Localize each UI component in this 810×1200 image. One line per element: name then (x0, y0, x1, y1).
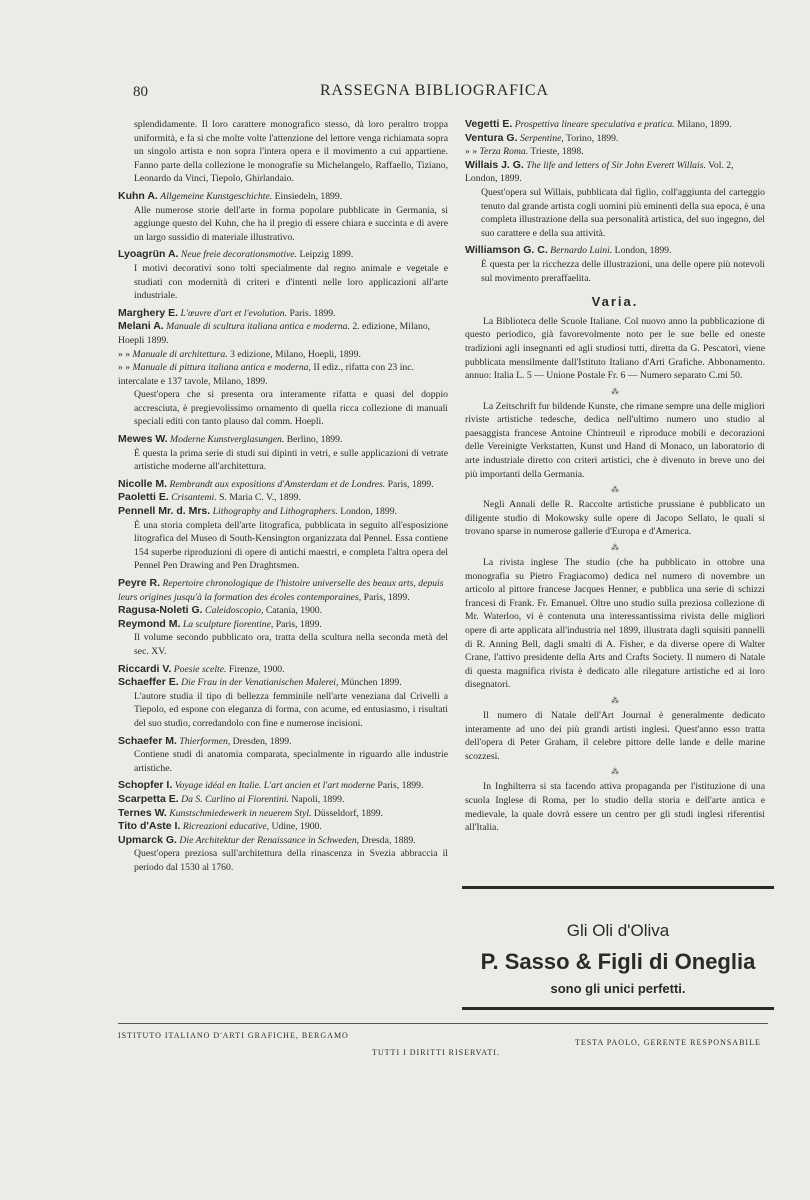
author-name: Nicolle M. (118, 477, 168, 490)
work-title: Die Frau in der Venatianischen Malerei, (181, 677, 339, 689)
asterism-divider: ⁂ (611, 485, 619, 495)
work-title: Da S. Carlino ai Fiorentini. (181, 793, 289, 805)
ditto-mark: » » (465, 146, 480, 158)
bibliography-entry (118, 676, 448, 690)
paragraph: Il volume secondo pubblicato ora, tratta della scultura nella seconda metà del sec. XV. (134, 632, 448, 657)
publication-info: London, 1899. (612, 245, 672, 257)
author-name: Melani A. (118, 320, 164, 333)
work-title: Crisantemi. (171, 492, 217, 504)
work-title: The life and letters of Sir John Everett Willais. (526, 159, 706, 171)
bibliography-entry (118, 433, 448, 447)
author-name: Paoletti E. (118, 491, 169, 504)
bibliography-entry (118, 320, 448, 347)
publication-info: Trieste, 1898. (528, 146, 584, 158)
author-name: Peyre R. (118, 577, 161, 589)
bibliography-entry (118, 793, 448, 807)
bibliography-subentry (465, 145, 765, 159)
author-name: Willais J. G. (465, 158, 524, 171)
author-name: Pennell Mr. d. Mrs. (118, 505, 211, 518)
bibliography-entry (118, 663, 448, 677)
publication-info: 3 edizione, Milano, Hoepli, 1899. (227, 348, 361, 360)
bibliography-entry (118, 307, 448, 321)
work-title: Moderne Kunstverglasungen. (170, 434, 285, 446)
paragraph: Quest'opera sul Willais, pubblicata dal figlio, coll'aggiunta del carteggio tenuto dal grande artista cogli uomini più eminenti della sua epoca, è una completa illustrazione della sua personalità artistica, del suo ingegno, del suo carattere e della sua attività. (481, 186, 765, 239)
work-title: Terza Roma. (479, 146, 529, 158)
author-name: Tito d'Aste I. (118, 820, 181, 833)
publication-info: S. Maria C. V., 1899. (216, 492, 301, 504)
bibliography-subentry (118, 348, 448, 362)
publication-info: Paris. 1899. (287, 307, 336, 319)
paragraph: splendidamente. Il loro carattere monografico stesso, dà loro peraltro troppa uniformità, e fa sì che molte volte l'attenzione del lettore venga richiamata sopra un singolo artista e non sopra l'intera opera e il movimento a cui appartiene. Fanno parte della collezione le monografie su Michelangelo, Raffaello, Tiziano, Leonardo da Vinci, Tiepolo, Ghirlandaio. (134, 119, 448, 185)
asterism-divider: ⁂ (611, 543, 619, 553)
work-title: Die Architektur der Renaissance in Schweden, (179, 834, 360, 846)
bibliography-entry (118, 779, 448, 793)
bibliography-entry (118, 190, 448, 204)
paragraph: Negli Annali delle R. Raccolte artistiche prussiane è pubblicato un diligente studio di Mokowsky sulle opere di Jacopo Sellato, le quali si trovano sparse in numerose gallerie d'Europa e d'America. (465, 499, 765, 538)
ad-line-3: sono gli unici perfetti. (550, 981, 686, 996)
asterism-divider: ⁂ (611, 695, 619, 705)
work-title: Manuale di architettura. (132, 348, 228, 360)
paragraph: La rivista inglese The studio (che ha pubblicato in ottobre una monografia su Pietro Fragiacomo) dedica nel numero di novembre un articolo al pittore francese Jacques Henner, e pubblica una serie di schizzi francesi di Frank. Fr. Emanuel. Oltre uno studio sulla preziosa collezione di Mr. Waterloo, vi è contenuta una interessantissima rivista delle migliori opere di arte applicata all'industria nel 1899, illustrata dagli squisiti pannelli di R. Anning Bell, dagli smalti di A. Fisher, e da diverse opere di Walter Crane, l'attivo presidente della Arts and Crafts Society. Il numero di Natale di questa magnifica rivista è dedicato alle rilegature artistiche ed ai loro disegnatori. (465, 557, 765, 691)
author-name: Schaefer M. (118, 734, 177, 747)
work-title: Thierformen, (179, 735, 231, 747)
asterism-divider: ⁂ (611, 767, 619, 777)
publication-info: Milano, 1899. (674, 119, 732, 130)
author-name: Kuhn A. (118, 189, 158, 202)
footer-rights: TUTTI I DIRITTI RISERVATI. (372, 1048, 500, 1057)
author-name: Schaeffer E. (118, 676, 179, 689)
bibliography-entry (465, 159, 765, 186)
paragraph: La Biblioteca delle Scuole Italiane. Col nuovo anno la pubblicazione di questo periodico, già favorevolmente noto per le sue belle ed oneste tradizioni agli insegnanti ed agli studiosi tutti, diretta da G. Pescatori, viene pubblicata mensilmente dall'Istituto Italiano d'Arti Grafiche. Abbonamento. annuo: Italia L. 5 — Unione Postale Fr. 6 — Numero separato C.mi 50. (465, 315, 765, 382)
publication-info: Düsseldorf, 1899. (311, 807, 384, 819)
publication-info: Catania, 1900. (263, 605, 323, 617)
work-title: Manuale di scultura italiana antica e moderna. (166, 321, 350, 333)
bibliography-entry (118, 735, 448, 749)
work-title: Caleidoscopio, (205, 605, 264, 617)
author-name: Marghery E. (118, 306, 179, 319)
author-name: Reymond M. (118, 617, 181, 630)
ditto-mark: » » (118, 362, 133, 374)
section-heading: Varia. (591, 294, 639, 310)
asterism-divider: ⁂ (611, 386, 619, 396)
bibliography-entry (118, 248, 448, 262)
footer-manager: TESTA PAOLO, GERENTE RESPONSABILE (575, 1038, 761, 1047)
paragraph: L'autore studia il tipo di bellezza femminile nell'arte veneziana dal Crivelli a Tiepolo, ed espone con eleganza di forma, con acume, ed entusiasmo, i risultati del suo studio, corredandolo con fine e numerose incisioni. (134, 690, 448, 729)
work-title: Manuale di pittura italiana antica e moderna, (132, 362, 311, 374)
work-title: Bernardo Luini. (550, 245, 613, 257)
publication-info: II ediz., rifatta con 23 inc. intercalate e 137 tavole, Milano, 1899. (118, 362, 414, 387)
author-name: Riccardi V. (118, 662, 172, 675)
paragraph: I motivi decorativi sono tolti specialmente dal regno animale e vegetale e studiati con modernità di criteri e d'intenti nelle loro applicazioni all'arte industriale. (134, 262, 448, 302)
work-title: Lithography and Lithographers. (212, 506, 338, 518)
work-title: Rembrandt aux expositions d'Amsterdam et de Londres. (169, 478, 386, 490)
paragraph: La Zeitschrift fur bildende Kunste, che rimane sempre una delle migliori riviste artistiche tedesche, dedica nell'ultimo numero uno studio al paesaggista francese Antoine Chintreuil e riproduce mobili e decorazioni delle Vereinigte Verkstatten, Kunst und Hand di Monaco, un laboratorio di arte industriale diretto con criteri artistici, che è divenuto in breve uno dei più importanti della Germania. (465, 400, 765, 480)
ditto-mark: » » (118, 348, 133, 360)
footer-rule (118, 1023, 768, 1024)
work-title: Prospettiva lineare speculativa e pratica. (514, 119, 675, 130)
publication-info: Firenze, 1900. (226, 663, 285, 675)
paragraph: In Inghilterra si sta facendo attiva propaganda per l'istituzione di una scuola Inglese di Roma, per lo studio della storia e dell'arte antica e medievale, la quale dovrà essere un centro per gli studi inglesi riferentisi all'Italia. (465, 781, 765, 834)
publication-info: 2. edizione, Milano, Hoepli 1899. (118, 321, 431, 346)
bibliography-entry (118, 618, 448, 632)
publication-info: Einsiedeln, 1899. (272, 190, 343, 202)
paragraph: È una storia completa dell'arte litografica, pubblicata in seguito all'esposizione litografica del Museo di South-Kensington organizzata dal Pennel. Essa contiene 154 superbe riproduzioni di opere di antichi maestri, e completa l'altra opera del Pennel Pen Drawing and Pen Draghtsmen. (134, 519, 448, 572)
work-title: Repertoire chronologique de l'histoire universelle des beaux arts, depuis leurs origines jusqu'à la formation des écoles contemporaines, (118, 578, 444, 603)
publication-info: Udine, 1900. (269, 821, 322, 833)
paragraph: Quest'opera preziosa sull'architettura della rinascenza in Svezia abbraccia il periodo dal 1530 al 1760. (134, 848, 448, 873)
bibliography-entry (465, 132, 765, 146)
work-title: Voyage idéal en Italie. L'art ancien et l'art moderne (174, 780, 375, 792)
author-name: Ragusa-Noleti G. (118, 604, 203, 617)
author-name: Upmarck G. (118, 833, 177, 846)
bibliography-subentry (118, 361, 448, 388)
paragraph: È questa per la ricchezza delle illustrazioni, una delle opere più notevoli sul movimento preraffaelita. (481, 258, 765, 284)
paragraph: Il numero di Natale dell'Art Journal è generalmente dedicato interamente ad uno dei più grandi artisti inglesi. Quest'anno esso tratta dell'opera di Peter Graham, il celebre pittore delle lande e delle marine scozzesi. (465, 709, 765, 762)
bibliography-entry (118, 604, 448, 618)
work-title: Allgemeine Kunstgeschichte. (160, 190, 273, 202)
publication-info: Dresden, 1899. (230, 735, 292, 747)
bibliography-entry (118, 577, 448, 604)
running-head: RASSEGNA BIBLIOGRAFICA (320, 82, 549, 99)
advertisement (462, 886, 774, 1010)
publication-info: Dresda, 1889. (359, 834, 416, 846)
bibliography-entry (465, 118, 765, 132)
author-name: Williamson G. C. (465, 244, 548, 257)
author-name: Mewes W. (118, 433, 168, 446)
publication-info: München 1899. (338, 677, 402, 689)
publication-info: London, 1899. (337, 506, 397, 518)
page-number: 80 (133, 84, 148, 100)
ad-line-1: Gli Oli d'Oliva (566, 921, 670, 940)
paragraph: Alle numerose storie dell'arte in forma popolare pubblicate in Germania, si aggiunge questo del Kuhn, che ha il pregio di essere chiara e succinta e di avere un largo sussidio di materiale illustrativo. (134, 204, 448, 243)
work-title: La sculpture fiorentine, (182, 618, 274, 630)
ad-line-2: P. Sasso & Figli di Oneglia (480, 949, 756, 974)
publication-info: Paris, 1899. (385, 478, 434, 490)
bibliography-entry (118, 807, 448, 821)
work-title: Poesie scelte. (173, 663, 227, 675)
publication-info: Paris, 1899. (374, 780, 424, 792)
publication-info: Torino, 1899. (563, 132, 619, 144)
work-title: Ricreazioni educative, (182, 821, 270, 833)
author-name: Scarpetta E. (118, 792, 179, 805)
bibliography-entry (118, 491, 448, 505)
paragraph: Quest'opera che si presenta ora interamente rifatta e quasi del doppio accresciuta, è pregievolissimo ornamento di quella ricca collezione di manuali speciali editi con tanto plauso dal comm. Hoepli. (134, 389, 448, 428)
author-name: Schopfer I. (118, 779, 173, 792)
publication-info: Paris, 1899. (361, 591, 410, 603)
author-name: Ventura G. (465, 131, 518, 144)
publication-info: Napoli, 1899. (288, 793, 345, 805)
bibliography-entry (118, 820, 448, 834)
author-name: Ternes W. (118, 806, 167, 819)
author-name: Vegetti E. (465, 118, 513, 130)
bibliography-entry (118, 478, 448, 492)
left-column (118, 118, 448, 878)
work-title: Neue freie decorationsmotive. (180, 249, 298, 261)
paragraph: Contiene studi di anatomia comparata, specialmente in riguardo alle industrie artistiche. (134, 749, 448, 774)
publication-info: Paris, 1899. (273, 618, 322, 630)
publication-info: Leipzig 1899. (297, 249, 354, 261)
publication-info: Vol. 2, London, 1899. (465, 159, 734, 185)
work-title: Kunstschmiedewerk in neuerem Styl. (169, 807, 312, 819)
right-column (465, 118, 765, 839)
footer-printer: ISTITUTO ITALIANO D'ARTI GRAFICHE, BERGAMO (118, 1031, 349, 1040)
paragraph: È questa la prima serie di studi sui dipinti in vetri, e sulle applicazioni di vetrate artistiche moderne all'architettura. (134, 447, 448, 473)
publication-info: Berlino, 1899. (284, 434, 343, 446)
bibliography-entry (465, 244, 765, 258)
bibliography-entry (118, 505, 448, 519)
bibliography-entry (118, 834, 448, 848)
author-name: Lyoagrün A. (118, 248, 179, 261)
work-title: L'œuvre d'art et l'evolution. (180, 307, 288, 319)
work-title: Serpentine, (519, 132, 564, 144)
